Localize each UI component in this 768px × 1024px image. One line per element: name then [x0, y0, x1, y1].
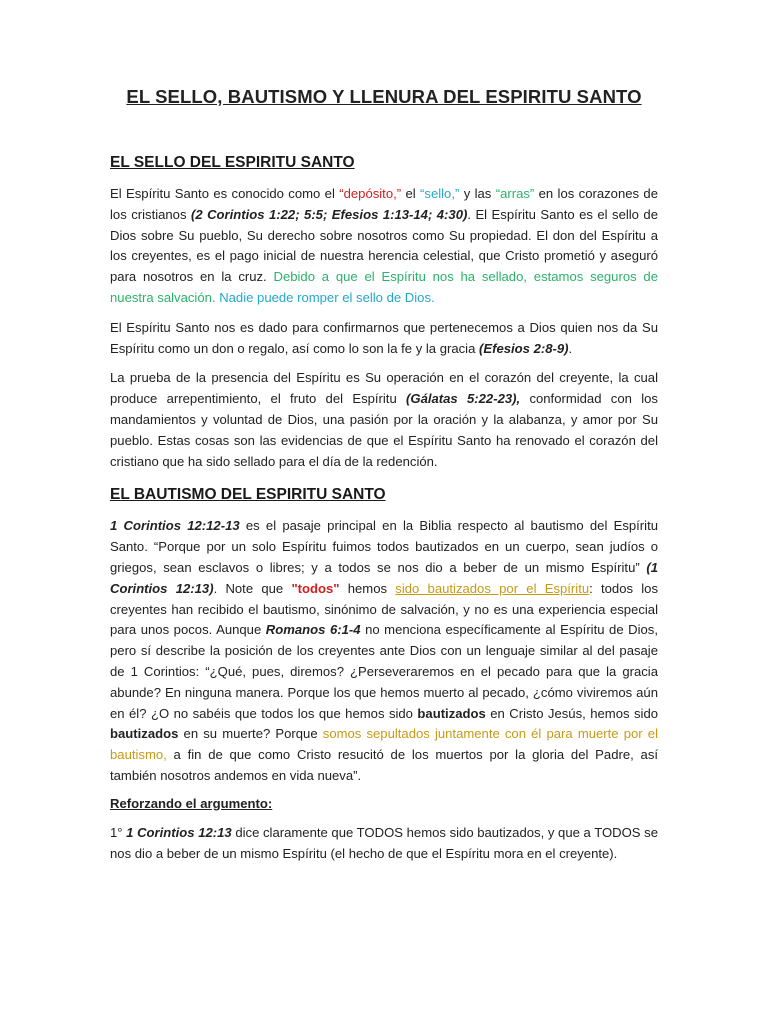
text-run: La prueba de la presencia del Espíritu es Su operación en el corazón del creyente, la cual produce arrepentimiento, el fruto del Espíritu	[110, 370, 658, 407]
text-run: .	[568, 340, 573, 356]
bold-bautizados: bautizados	[417, 705, 486, 721]
text-run: no menciona específicamente al Espíritu de Dios, pero sí describe la posición de los creyentes ante Dios con un lenguaje similar al del pasaje de 1 Corintios: “¿Qué, pues, diremos? ¿Perseveraremos en el pecado para que la gracia abunde? En ninguna manera. Porque los que hemos muerto al pecado, ¿cómo viviremos aún en él? ¿O no sabéis que todos los que hemos sido	[110, 622, 658, 721]
section-heading-bautismo: EL BAUTISMO DEL ESPIRITU SANTO	[110, 486, 386, 504]
text-run: en su muerte? Porque	[178, 726, 323, 742]
document-title: EL SELLO, BAUTISMO Y LLENURA DEL ESPIRITU SANTO	[126, 86, 642, 107]
text-run: el	[401, 186, 421, 201]
text-run: El Espíritu Santo nos es dado para confirmarnos que pertenecemos a Dios quien nos da Su Espíritu como un don o regalo, así como lo son la fe y la gracia	[110, 319, 658, 356]
text-run: en Cristo Jesús, hemos sido	[485, 705, 659, 721]
text-run: . Note que	[213, 580, 292, 596]
paragraph-sello-3	[110, 368, 658, 472]
text-run: a fin de que como Cristo resucitó de los muertos por la gloria del Padre, así también nosotros andemos en vida nueva”.	[110, 747, 658, 783]
text-run: : todos los creyentes han recibido el bautismo, sinónimo de salvación, y no es una experiencia especial para unos pocos. Aunque	[110, 580, 659, 638]
paragraph-sello-1	[110, 184, 658, 309]
highlight-cyan-sentence: Nadie puede romper el sello de Dios.	[219, 289, 435, 305]
scripture-reference: 1 Corintios 12:13	[126, 824, 232, 840]
bold-bautizados: bautizados	[110, 726, 179, 742]
text-run: es el pasaje principal en la Biblia respecto al bautismo del Espíritu Santo. “Porque por un solo Espíritu fuimos todos bautizados en un cuerpo, sean judíos o griegos, sean esclavos o libres; y a todos se nos dio a beber de un mismo Espíritu”	[110, 518, 658, 575]
scripture-reference: (Efesios 2:8-9)	[479, 340, 569, 356]
highlight-deposito: “depósito,”	[339, 186, 402, 201]
text-run: conformidad con los mandamientos y voluntad de Dios, una pasión por la oración y la alabanza, y amor por Su pueblo. Estas cosas son las evidencias de que el Espíritu Santo ha renovado el corazón del cristiano que ha sido sellado para el día de la redención.	[110, 391, 658, 469]
highlight-todos: "todos"	[291, 580, 340, 596]
scripture-reference: (2 Corintios 1:22; 5:5; Efesios 1:13-14; 4:30)	[190, 206, 468, 222]
paragraph-bautismo-2	[110, 823, 658, 865]
highlight-arras: “arras”	[495, 186, 535, 201]
scripture-reference: Romanos 6:1-4	[265, 622, 361, 638]
subheading-reforzando: Reforzando el argumento:	[110, 795, 273, 811]
highlight-green-sentence: Debido a que el Espíritu nos ha sellado, estamos seguros de nuestra salvación.	[110, 269, 658, 305]
scripture-reference: (Gálatas 5:22-23),	[406, 391, 521, 407]
text-run: dice claramente que TODOS hemos sido bautizados, y que a TODOS se nos dio a beber de un mismo Espíritu (el hecho de que el Espíritu mora en el creyente).	[110, 824, 659, 861]
text-run: hemos	[339, 580, 396, 596]
section-heading-sello: EL SELLO DEL ESPIRITU SANTO	[110, 154, 355, 171]
text-run: y las	[459, 186, 496, 201]
scripture-reference: (1 Corintios 12:13)	[110, 559, 658, 596]
scripture-reference: 1 Corintios 12:12-13	[110, 518, 240, 534]
text-run: en los corazones de los cristianos	[110, 186, 658, 222]
highlight-bautizados-espiritu: sido bautizados por el Espíritu	[395, 580, 590, 596]
list-number: 1°	[110, 824, 127, 840]
paragraph-sello-2	[110, 318, 658, 360]
highlight-sepultados: somos sepultados juntamente con él para muerte por el bautismo,	[110, 726, 658, 763]
text-run: El Espíritu Santo es conocido como el	[110, 186, 340, 201]
text-run: . El Espíritu Santo es el sello de Dios sobre Su pueblo, Su derecho sobre nosotros como Su propiedad. El don del Espíritu a los creyentes, es el pago inicial de nuestra herencia celestial, que Cristo prometió y aseguró para nosotros en la cruz.	[110, 206, 658, 285]
highlight-sello: “sello,”	[420, 186, 460, 201]
paragraph-bautismo-1	[110, 516, 658, 786]
